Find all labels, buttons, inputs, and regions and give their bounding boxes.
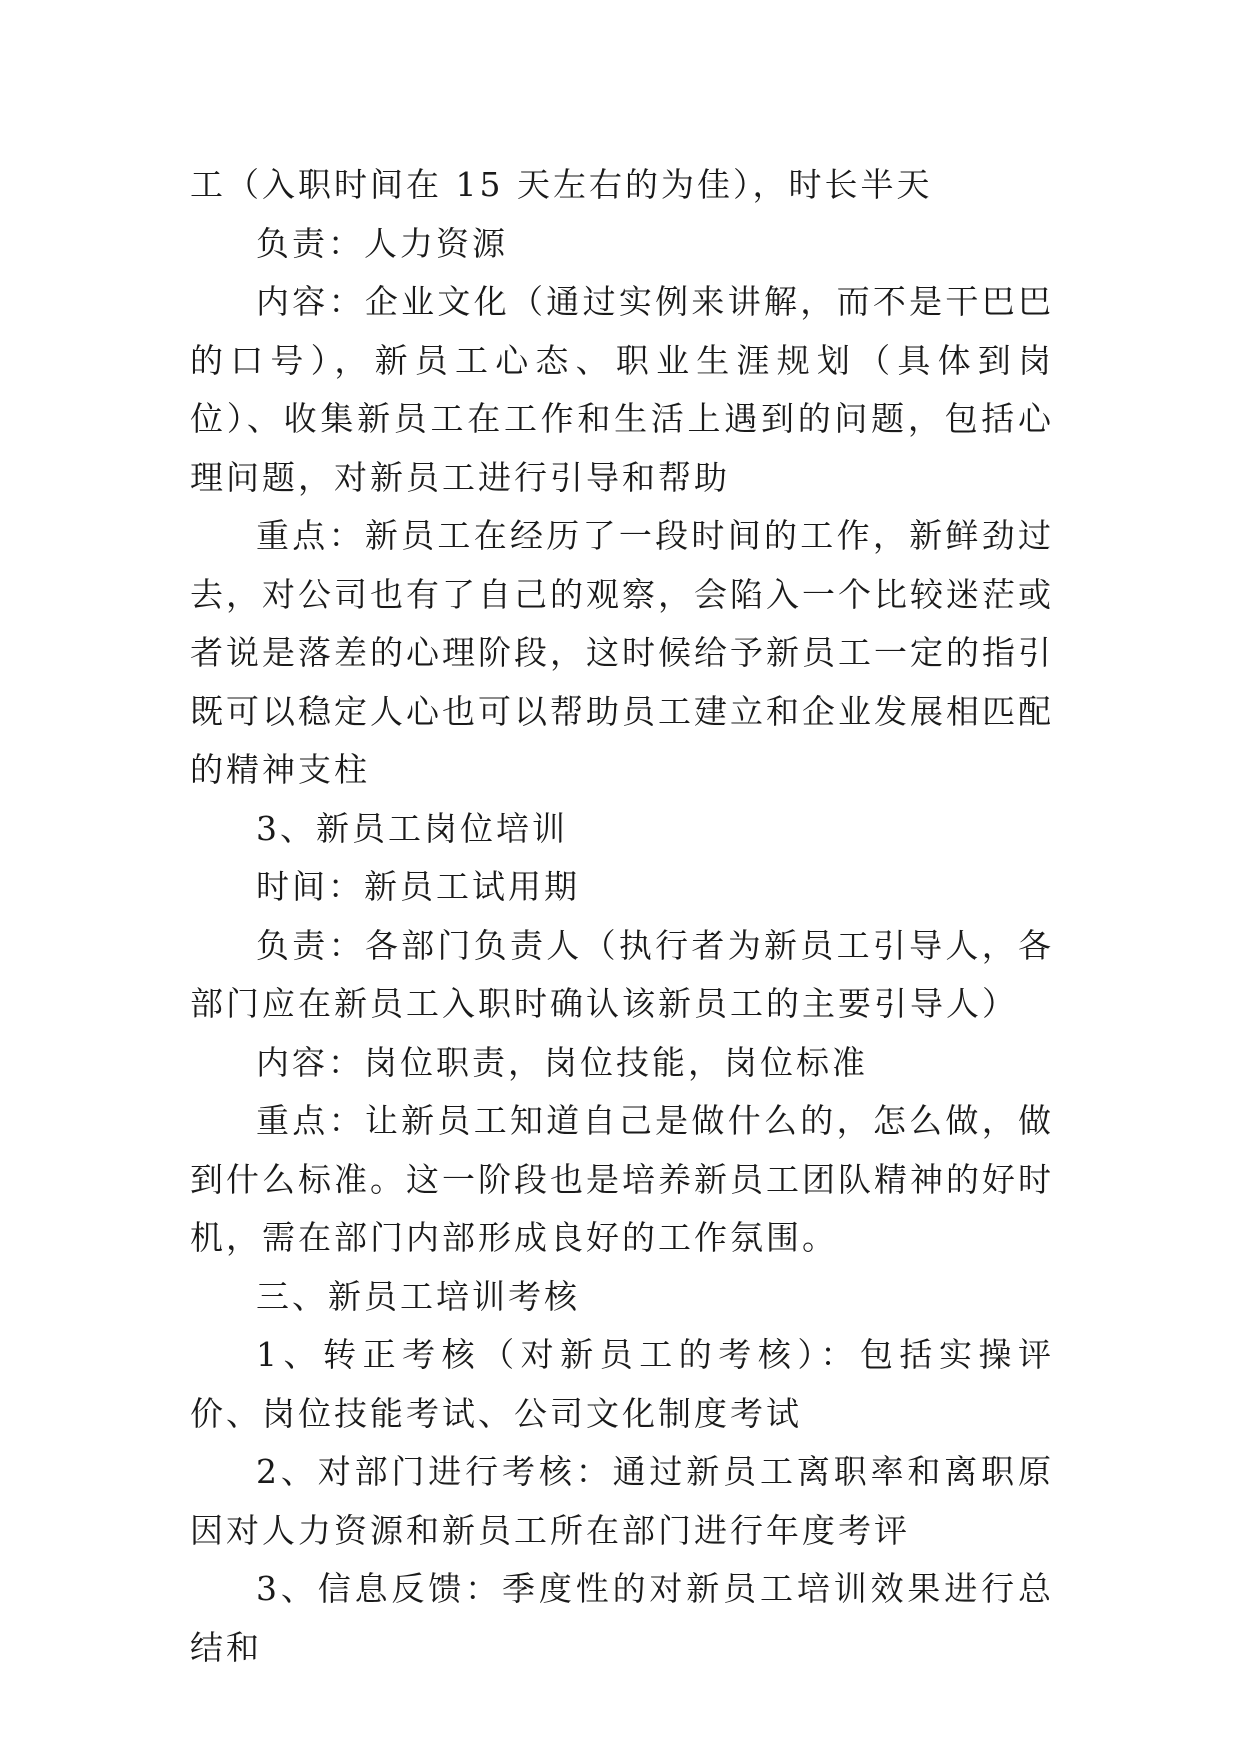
paragraph-6: 时间：新员工试用期 [256,867,580,906]
paragraph-11: 1、转正考核（对新员工的考核）：包括实操评价、岗位技能考试、公司文化制度考试 [190,1335,1054,1433]
paragraph-5: 3、新员工岗位培训 [256,808,568,848]
paragraph-12: 2、对部门进行考核：通过新员工离职率和离职原因对人力资源和新员工所在部门进行年度考评 [190,1452,1054,1550]
paragraph-2: 负责：人力资源 [256,223,508,263]
paragraph-13: 3、信息反馈：季度性的对新员工培训效果进行总结和 [190,1569,1054,1667]
paragraph-3: 内容：企业文化（通过实例来讲解，而不是干巴巴的口号），新员工心态、职业生涯规划（具体到岗位）、收集新员工在工作和生活上遇到的问题，包括心理问题，对新员工进行引导和帮助 [190,282,1054,497]
paragraph-1: 工（入职时间在 15 天左右的为佳），时长半天 [190,165,933,204]
paragraph-7: 负责：各部门负责人（执行者为新员工引导人，各部门应在新员工入职时确认该新员工的主要引导人） [190,925,1054,1023]
paragraph-10: 三、新员工培训考核 [256,1276,580,1316]
document-body [190,156,1054,1677]
paragraph-4: 重点：新员工在经历了一段时间的工作，新鲜劲过去，对公司也有了自己的观察，会陷入一个比较迷茫或者说是落差的心理阶段，这时候给予新员工一定的指引既可以稳定人心也可以帮助员工建立和企业发展相匹配的精神支柱 [190,516,1054,789]
paragraph-9: 重点：让新员工知道自己是做什么的，怎么做，做到什么标准。这一阶段也是培养新员工团队精神的好时机，需在部门内部形成良好的工作氛围。 [190,1101,1054,1257]
paragraph-8: 内容：岗位职责，岗位技能，岗位标准 [256,1042,868,1082]
